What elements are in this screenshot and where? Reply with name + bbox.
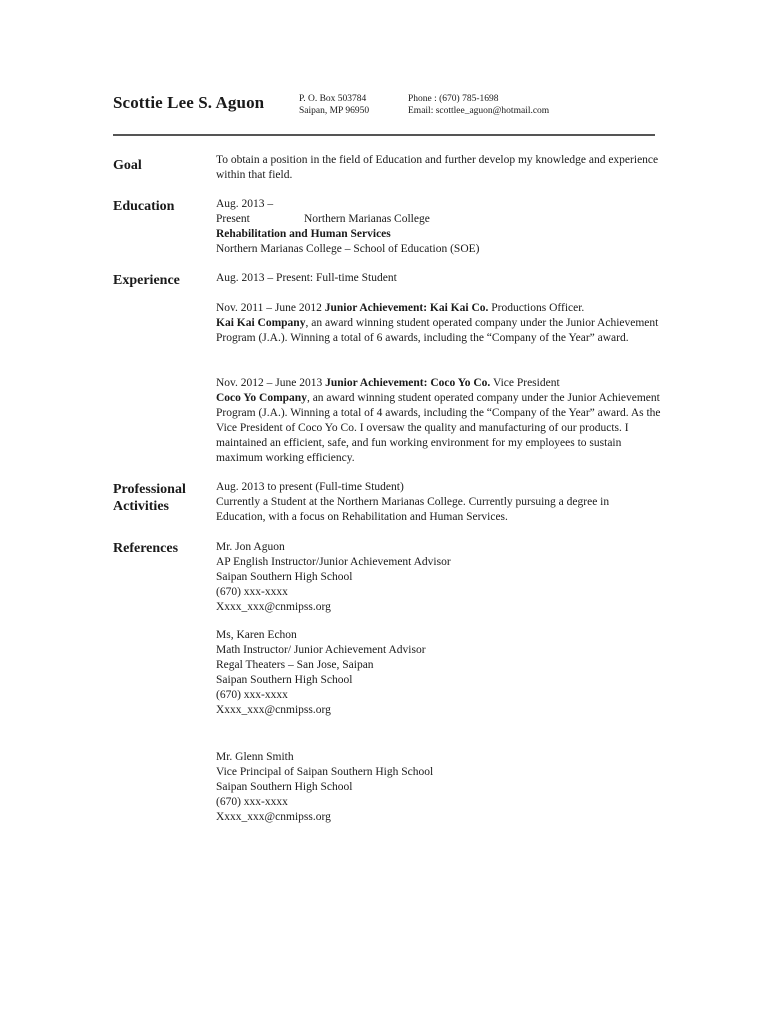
reference-3-name: Mr. Glenn Smith xyxy=(216,751,294,763)
experience-job-1 xyxy=(216,301,661,346)
reference-3-org: Saipan Southern High School xyxy=(216,781,353,793)
job-2-title-line xyxy=(216,376,661,391)
reference-3-title: Vice Principal of Saipan Southern High School xyxy=(216,766,434,778)
reference-3-phone: (670) xxx-xxxx xyxy=(216,796,288,808)
reference-2-workplace: Regal Theaters – San Jose, Saipan xyxy=(216,659,374,671)
goal-heading: Goal xyxy=(113,158,142,173)
reference-2-email: Xxxx_xxx@cnmipss.org xyxy=(216,704,331,716)
education-dates: Aug. 2013 – Present xyxy=(216,198,274,225)
professional-section xyxy=(216,480,661,525)
reference-1-email: Xxxx_xxx@cnmipss.org xyxy=(216,601,331,613)
professional-heading-line-1: Professional xyxy=(113,482,186,497)
education-heading: Education xyxy=(113,199,175,214)
contact-info xyxy=(408,93,549,117)
reference-1-title: AP English Instructor/Junior Achievement Advisor xyxy=(216,556,451,568)
goal-section xyxy=(216,153,661,183)
reference-1-org: Saipan Southern High School xyxy=(216,571,353,583)
mailing-address xyxy=(299,93,369,117)
reference-1-name: Mr. Jon Aguon xyxy=(216,541,285,553)
job-1-dates: Nov. 2011 – June 2012 xyxy=(216,302,325,314)
address-line-2: Saipan, MP 96950 xyxy=(299,106,370,116)
professional-heading xyxy=(113,481,186,515)
education-line xyxy=(216,197,661,227)
goal-text: To obtain a position in the field of Education and further develop my knowledge and experience within that field. xyxy=(216,154,659,181)
reference-2-name: Ms, Karen Echon xyxy=(216,629,297,641)
reference-1-phone: (670) xxx-xxxx xyxy=(216,586,288,598)
reference-2-title: Math Instructor/ Junior Achievement Advisor xyxy=(216,644,426,656)
professional-heading-line-2: Activities xyxy=(113,499,169,514)
education-school: Northern Marianas College xyxy=(304,213,430,225)
reference-2-phone: (670) xxx-xxxx xyxy=(216,689,288,701)
experience-heading: Experience xyxy=(113,273,180,288)
references-heading: References xyxy=(113,541,179,556)
job-2-org: Junior Achievement: Coco Yo Co. xyxy=(325,377,491,389)
reference-1 xyxy=(216,540,661,615)
address-line-1: P. O. Box 503784 xyxy=(299,94,367,104)
job-1-company: Kai Kai Company xyxy=(216,317,306,329)
job-2-company: Coco Yo Company xyxy=(216,392,307,404)
experience-current xyxy=(216,271,661,286)
job-2-dates: Nov. 2012 – June 2013 xyxy=(216,377,326,389)
experience-job-2 xyxy=(216,376,661,466)
education-program: Rehabilitation and Human Services xyxy=(216,228,391,240)
professional-dates: Aug. 2013 to present (Full-time Student) xyxy=(216,481,404,493)
header-divider xyxy=(113,134,655,136)
education-section xyxy=(216,197,661,257)
job-1-title-line xyxy=(216,301,661,316)
reference-3-email: Xxxx_xxx@cnmipss.org xyxy=(216,811,331,823)
email-line: Email: scottlee_aguon@hotmail.com xyxy=(408,106,550,116)
job-1-description xyxy=(216,316,661,346)
reference-2 xyxy=(216,628,661,718)
job-2-desc: , an award winning student operated company under the Junior Achievement Program (J.A.). Winning a total of 4 awards, including the “Company of the Year” award. As the Vice President of Coco Yo Co. I oversaw the quality and manufacturing of our products. I maintained an efficient, safe, and fun working environment for my employees to sustain maximum working efficiency. xyxy=(216,392,661,464)
professional-text: Currently a Student at the Northern Marianas College. Currently pursuing a degree in Education, with a focus on Rehabilitation and Human Services. xyxy=(216,496,610,523)
resume-name: Scottie Lee S. Aguon xyxy=(113,93,265,112)
education-department: Northern Marianas College – School of Education (SOE) xyxy=(216,243,480,255)
job-1-desc: , an award winning student operated company under the Junior Achievement Program (J.A.). Winning a total of 6 awards, including the “Company of the Year” award. xyxy=(216,317,659,344)
reference-3 xyxy=(216,750,661,825)
job-1-org: Junior Achievement: Kai Kai Co. xyxy=(324,302,489,314)
job-1-role: Productions Officer. xyxy=(488,302,585,314)
reference-2-org: Saipan Southern High School xyxy=(216,674,353,686)
phone-line: Phone : (670) 785-1698 xyxy=(408,94,499,104)
job-2-description xyxy=(216,391,661,466)
job-2-role: Vice President xyxy=(490,377,560,389)
experience-current-text: Aug. 2013 – Present: Full-time Student xyxy=(216,272,397,284)
